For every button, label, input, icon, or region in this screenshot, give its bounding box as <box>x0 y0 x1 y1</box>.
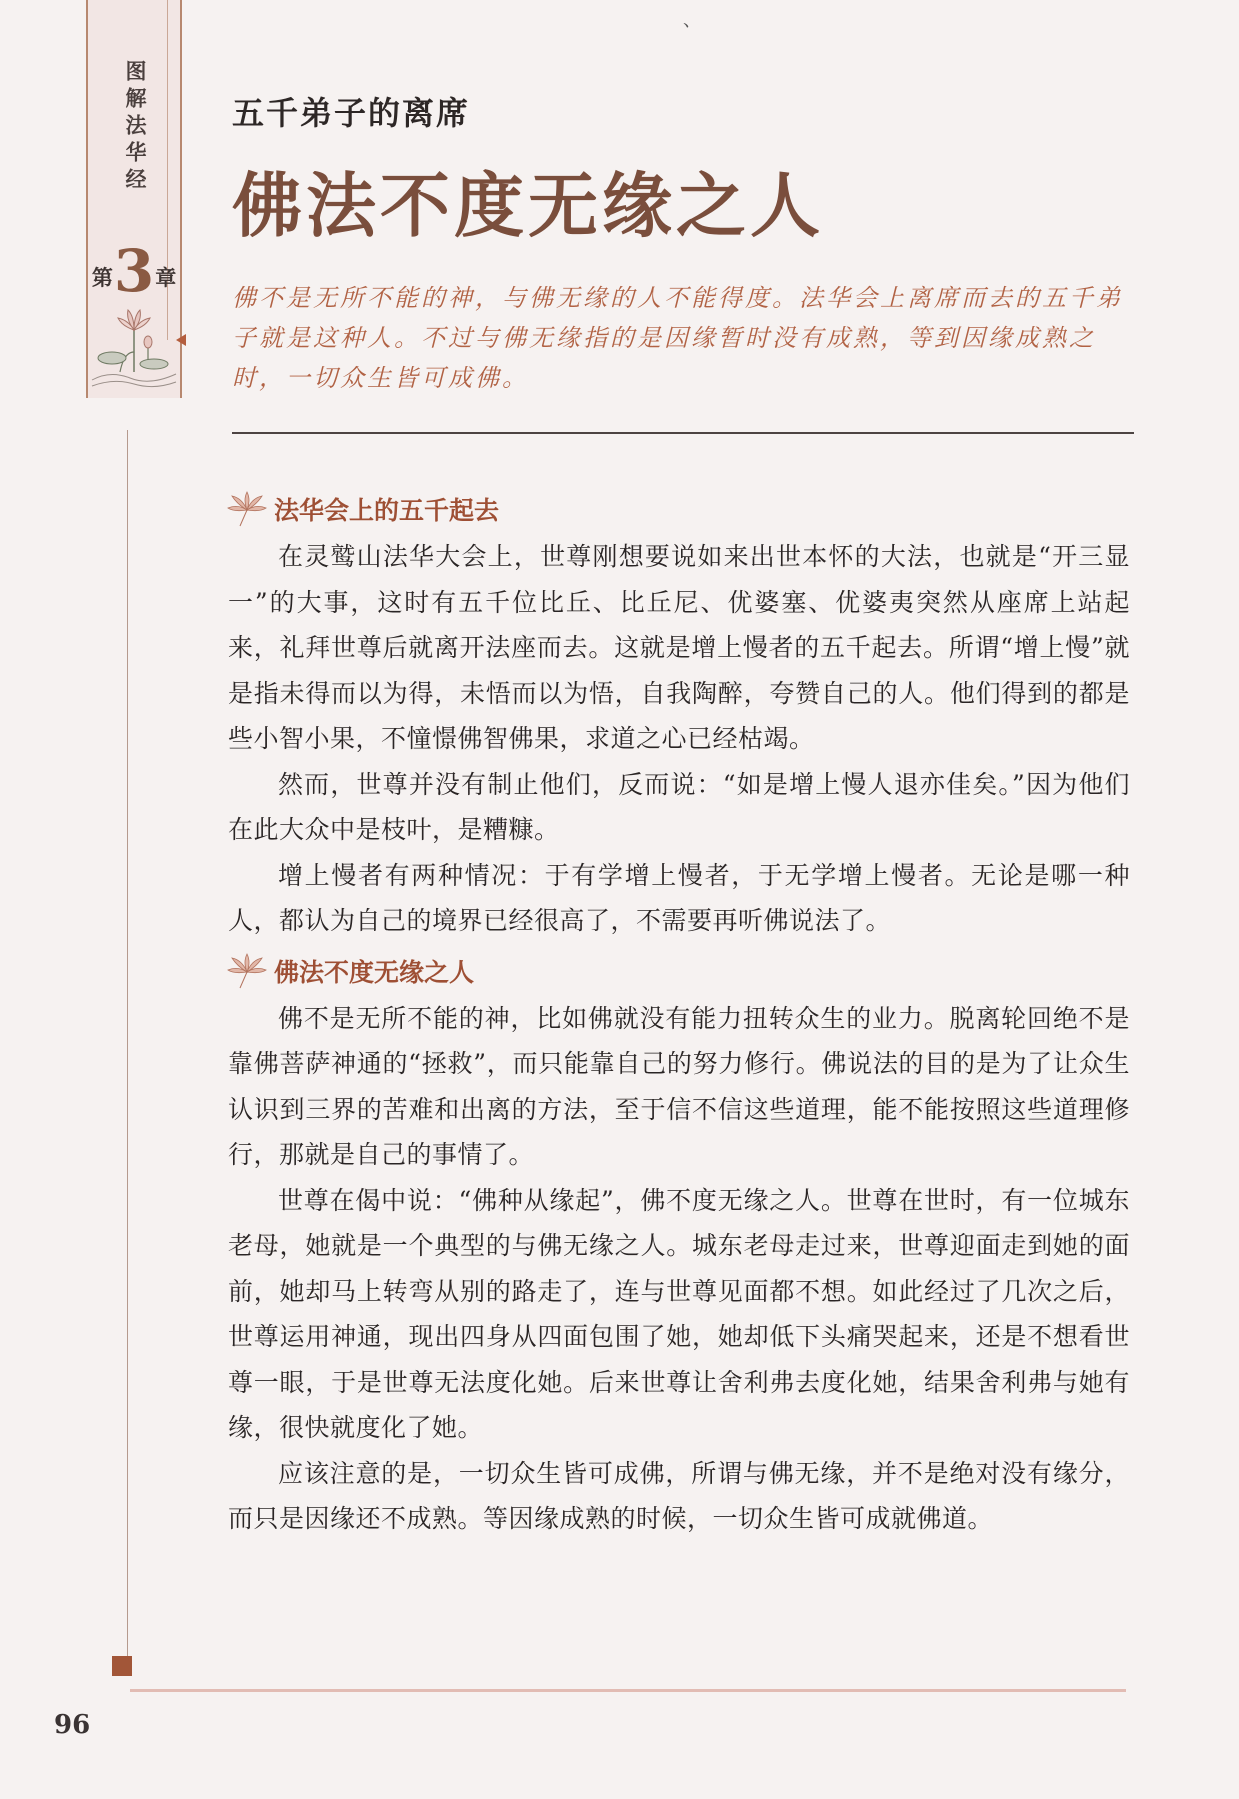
page-title: 佛法不度无缘之人 <box>232 164 824 247</box>
chapter-label <box>91 237 177 305</box>
paragraph: 增上慢者有两种情况：于有学增上慢者，于无学增上慢者。无论是哪一种人，都认为自己的境界已经很高了，不需要再听佛说法了。 <box>228 860 1130 935</box>
section-heading-text: 佛法不度无缘之人 <box>274 957 475 987</box>
article-body <box>226 484 1130 1542</box>
paragraph: 然而，世尊并没有制止他们，反而说：“如是增上慢人退亦佳矣。”因为他们在此大众中是枝叶，是糟糠。 <box>228 769 1130 844</box>
section-heading-text: 法华会上的五千起去 <box>274 496 500 525</box>
paragraph: 世尊在偈中说：“佛种从缘起”，佛不度无缘之人。世尊在世时，有一位城东老母，她就是一个典型的与佛无缘之人。城东老母走过来，世尊迎面走到她的面前，她却马上转弯从别的路走了，连与世尊见面都不想。如此经过了几次之后，世尊运用神通，现出四身从四面包围了她，她却低下头痛哭起来，还是不想看世尊一眼，于是世尊无法度化她。后来世尊让舍利弗去度化她，结果舍利弗与她有缘，很快就度化了她。 <box>228 1185 1130 1442</box>
left-margin-rule <box>127 430 128 1675</box>
intro-text: 佛不是无所不能的神，与佛无缘的人不能得度。法华会上离席而去的五千弟子就是这种人。不过与佛无缘指的是因缘暂时没有成熟，等到因缘成熟之时，一切众生皆可成佛。 <box>232 284 1123 392</box>
scan-speck: 、 <box>683 10 701 31</box>
corner-square-ornament <box>112 1656 132 1676</box>
paragraph: 佛不是无所不能的神，比如佛就没有能力扭转众生的业力。脱离轮回绝不是靠佛菩萨神通的“拯救”，而只能靠自己的努力修行。佛说法的目的是为了让众生认识到三界的苦难和出离的方法，至于信不信这些道理，能不能按照这些道理修行，那就是自己的事情了。 <box>228 1003 1130 1169</box>
section-heading <box>226 484 1130 534</box>
paragraph: 应该注意的是，一切众生皆可成佛，所谓与佛无缘，并不是绝对没有缘分，而只是因缘还不成熟。等因缘成熟的时候，一切众生皆可成就佛道。 <box>228 1458 1130 1533</box>
lotus-illustration-icon <box>90 300 178 392</box>
book-title-vertical: 图解法华经 <box>123 60 148 195</box>
section-heading <box>226 946 1130 996</box>
paragraph: 在灵鹫山法华大会上，世尊刚想要说如来出世本怀的大法，也就是“开三显一”的大事，这时有五千位比丘、比丘尼、优婆塞、优婆夷突然从座席上站起来，礼拜世尊后就离开法座而去。这就是增上慢者的五千起去。所谓“增上慢”就是指未得而以为得，未悟而以为悟，自我陶醉，夸赞自己的人。他们得到的都是些小智小果，不憧憬佛智佛果，求道之心已经枯竭。 <box>228 542 1130 753</box>
chapter-number: 3 <box>113 237 155 305</box>
tab-marker-arrow-icon <box>176 334 186 346</box>
lotus-flower-icon <box>226 950 268 992</box>
chapter-suffix: 章 <box>155 265 177 290</box>
footer-rule <box>130 1689 1126 1692</box>
chapter-tab <box>86 0 182 398</box>
page-number: 96 <box>54 1710 91 1740</box>
chapter-prefix: 第 <box>91 265 113 290</box>
lotus-flower-icon <box>226 488 268 530</box>
page-subtitle: 五千弟子的离席 <box>232 94 471 132</box>
title-divider <box>232 432 1134 434</box>
